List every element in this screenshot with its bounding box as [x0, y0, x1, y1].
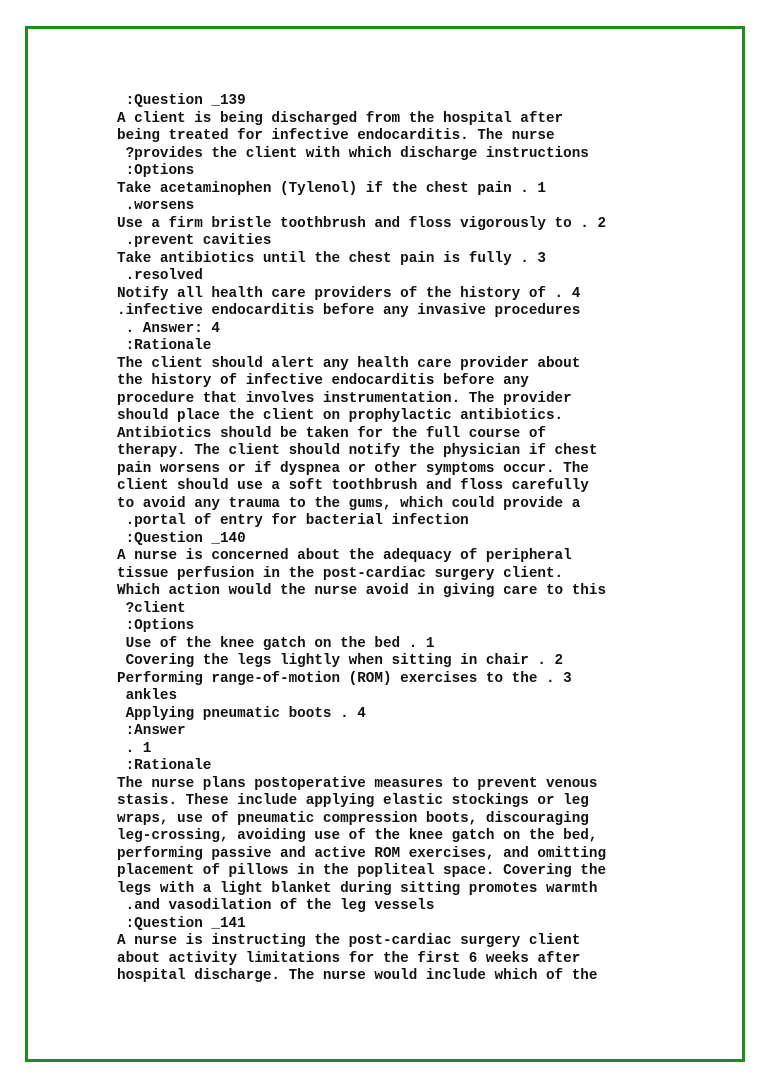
text-line: placement of pillows in the popliteal space. Covering the — [117, 863, 607, 879]
text-line: procedure that involves instrumentation. The provider — [117, 390, 572, 407]
text-line: should place the client on prophylactic antibiotics. — [117, 408, 564, 424]
text-line: leg-crossing, avoiding use of the knee gatch on the bed, — [117, 828, 598, 844]
text-line: client should use a soft toothbrush and floss carefully — [117, 478, 589, 494]
text-line: A client is being discharged from the hospital after — [117, 110, 564, 127]
text-line: . Answer: 4 — [117, 320, 220, 337]
text-line: :Rationale — [117, 758, 212, 774]
text-line: about activity limitations for the first 6 weeks after — [117, 950, 581, 967]
text-line: .prevent cavities — [117, 233, 272, 249]
text-line: .worsens — [117, 198, 195, 214]
text-line: :Question _140 — [117, 530, 246, 547]
text-line: Take acetaminophen (Tylenol) if the chest pain . 1 — [117, 180, 546, 197]
text-line: Notify all health care providers of the history of . 4 — [117, 285, 581, 302]
text-line: Which action would the nurse avoid in giving care to this — [117, 583, 607, 599]
text-line: ?provides the client with which discharge instructions — [117, 145, 589, 162]
text-line: ankles — [117, 688, 178, 704]
text-line: therapy. The client should notify the physician if chest — [117, 443, 598, 459]
text-line: :Answer — [117, 723, 186, 739]
text-line: .and vasodilation of the leg vessels — [117, 898, 435, 914]
text-line: :Rationale — [117, 338, 212, 354]
text-line: .portal of entry for bacterial infection — [117, 513, 469, 529]
text-line: Take antibiotics until the chest pain is fully . 3 — [117, 250, 546, 267]
text-line: :Question _139 — [117, 93, 246, 109]
text-line: The client should alert any health care provider about — [117, 355, 581, 372]
text-line: Antibiotics should be taken for the full course of — [117, 425, 546, 442]
text-line: Use of the knee gatch on the bed . 1 — [117, 635, 435, 652]
text-line: Covering the legs lightly when sitting in chair . 2 — [117, 653, 564, 669]
document-text — [117, 93, 717, 986]
text-line: .resolved — [117, 268, 203, 284]
text-line: :Options — [117, 618, 195, 634]
text-line: Use a firm bristle toothbrush and floss vigorously to . 2 — [117, 215, 607, 232]
text-line: :Question _141 — [117, 915, 246, 932]
text-line: tissue perfusion in the post-cardiac surgery client. — [117, 565, 564, 582]
text-line: A nurse is concerned about the adequacy of peripheral — [117, 548, 572, 564]
text-line: The nurse plans postoperative measures to prevent venous — [117, 775, 598, 792]
text-line: performing passive and active ROM exercises, and omitting — [117, 845, 607, 862]
text-line: :Options — [117, 163, 195, 179]
text-line: hospital discharge. The nurse would include which of the — [117, 968, 598, 984]
text-line: A nurse is instructing the post-cardiac surgery client — [117, 933, 581, 949]
text-line: Applying pneumatic boots . 4 — [117, 705, 366, 722]
text-line: Performing range-of-motion (ROM) exercises to the . 3 — [117, 670, 572, 687]
text-line: being treated for infective endocarditis. The nurse — [117, 128, 555, 144]
text-line: legs with a light blanket during sitting promotes warmth — [117, 880, 598, 897]
text-line: the history of infective endocarditis before any — [117, 373, 529, 389]
text-line: to avoid any trauma to the gums, which could provide a — [117, 495, 581, 512]
text-line: .infective endocarditis before any invasive procedures — [117, 303, 581, 319]
text-line: . 1 — [117, 740, 152, 757]
text-line: ?client — [117, 600, 186, 617]
text-line: stasis. These include applying elastic stockings or leg — [117, 793, 589, 809]
text-line: wraps, use of pneumatic compression boots, discouraging — [117, 810, 589, 827]
text-line: pain worsens or if dyspnea or other symptoms occur. The — [117, 460, 589, 477]
